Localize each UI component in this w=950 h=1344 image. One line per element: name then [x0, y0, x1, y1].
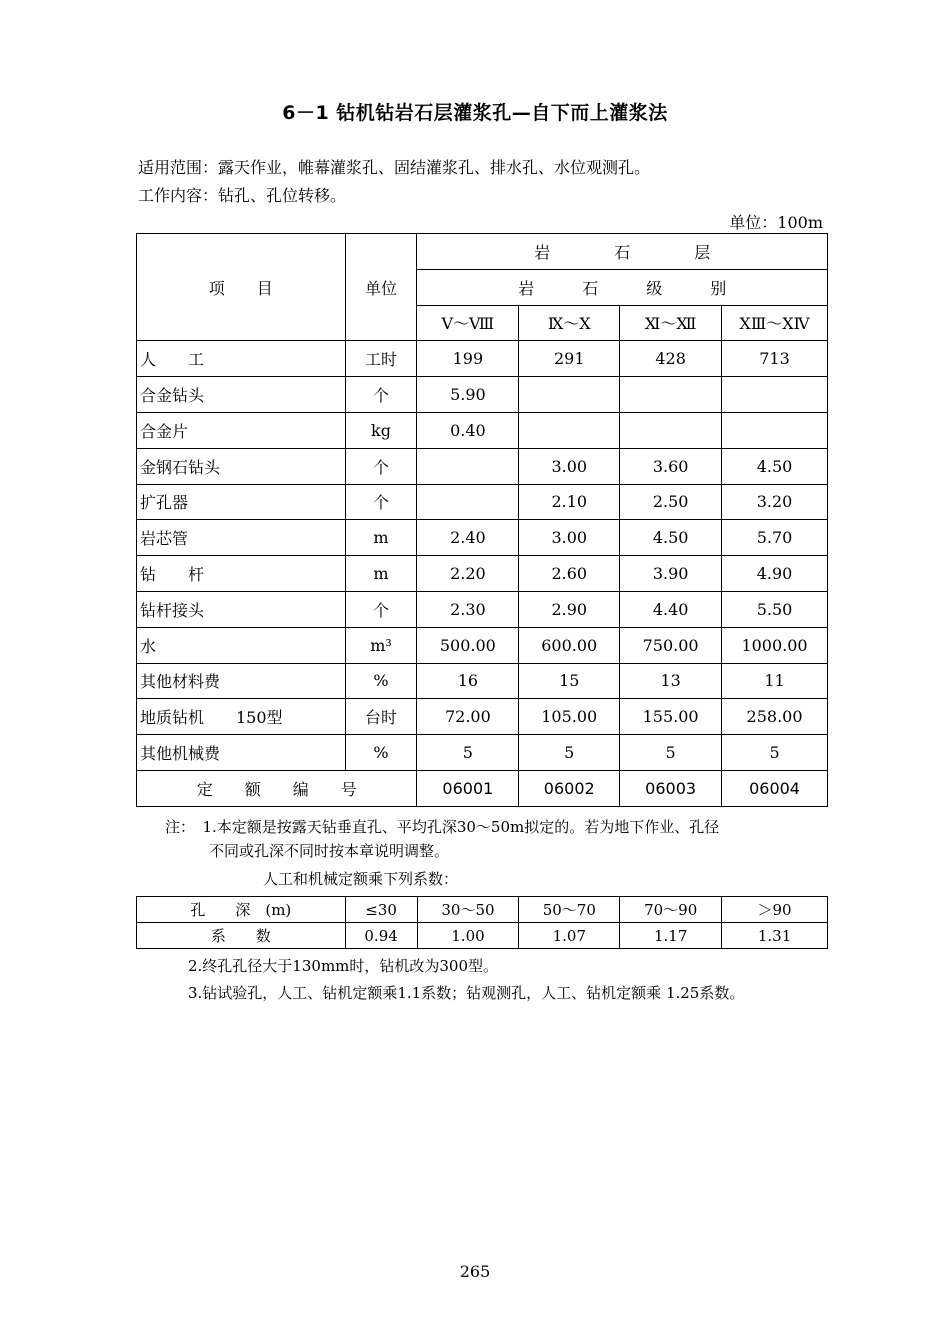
row-item-name: 其他机械费 [137, 735, 346, 771]
row-value: 2.90 [519, 591, 620, 627]
row-item-name: 地质钻机 150型 [137, 699, 346, 735]
coef-label: 系 数 [137, 923, 346, 949]
row-item-name: 钻杆接头 [137, 591, 346, 627]
row-value: 2.10 [519, 484, 620, 520]
row-value: 291 [519, 341, 620, 377]
row-value: 258.00 [722, 699, 828, 735]
row-value: 2.60 [519, 556, 620, 592]
table-row [137, 377, 828, 413]
depth-label: 孔 深 (m) [137, 897, 346, 923]
depth-cell: 30～50 [417, 897, 519, 923]
row-value [620, 377, 722, 413]
row-unit: 工时 [345, 341, 417, 377]
table-row [137, 699, 828, 735]
row-item-name: 水 [137, 627, 346, 663]
row-value: 3.60 [620, 448, 722, 484]
quota-code-label: 定 额 编 号 [137, 770, 417, 806]
row-value: 15 [519, 663, 620, 699]
row-unit: % [345, 735, 417, 771]
depth-cell: 70～90 [620, 897, 722, 923]
row-value: 428 [620, 341, 722, 377]
row-value: 5 [620, 735, 722, 771]
row-unit: 个 [345, 377, 417, 413]
row-value: 2.20 [417, 556, 519, 592]
note-1-line-2: 不同或孔深不同时按本章说明调整。 [209, 842, 450, 860]
row-value: 713 [722, 341, 828, 377]
grade-cell: ⅩⅢ～ⅩⅣ [722, 305, 828, 341]
unit-label: 单位：100m [729, 213, 823, 232]
page-title: 6－1 钻机钻岩石层灌浆孔—自下而上灌浆法 [282, 102, 668, 124]
coef-intro: 人工和机械定额乘下列系数： [263, 870, 459, 888]
row-value: 3.90 [620, 556, 722, 592]
row-unit: m³ [345, 627, 417, 663]
header-rock-layer: 岩 石 层 [417, 234, 828, 270]
table-row [137, 735, 828, 771]
row-value [620, 412, 722, 448]
quota-code-row [137, 770, 828, 806]
row-item-name: 岩芯管 [137, 520, 346, 556]
depth-cell: ＞90 [722, 897, 828, 923]
coef-row [137, 923, 828, 949]
row-item-name: 扩孔器 [137, 484, 346, 520]
depth-cell: ≤30 [345, 897, 417, 923]
coef-cell: 1.31 [722, 923, 828, 949]
coef-cell: 1.17 [620, 923, 722, 949]
row-value [722, 412, 828, 448]
row-value: 750.00 [620, 627, 722, 663]
row-value: 72.00 [417, 699, 519, 735]
row-unit: 台时 [345, 699, 417, 735]
header-unit: 单位 [345, 234, 417, 341]
row-value [519, 412, 620, 448]
header-rock-grade: 岩 石 级 别 [417, 269, 828, 305]
note-3: 3.钻试验孔，人工、钻机定额乘1.1系数；钻观测孔，人工、钻机定额乘 1.25系数。 [188, 984, 745, 1002]
header-row-1 [137, 234, 828, 270]
row-value: 4.50 [722, 448, 828, 484]
table-row [137, 627, 828, 663]
row-value: 2.50 [620, 484, 722, 520]
row-value: 4.50 [620, 520, 722, 556]
row-value: 3.00 [519, 520, 620, 556]
table-row [137, 484, 828, 520]
row-value: 155.00 [620, 699, 722, 735]
row-value: 2.40 [417, 520, 519, 556]
quota-code: 06002 [519, 770, 620, 806]
row-item-name: 合金钻头 [137, 377, 346, 413]
row-value: 500.00 [417, 627, 519, 663]
row-value: 13 [620, 663, 722, 699]
row-value [519, 377, 620, 413]
row-value: 199 [417, 341, 519, 377]
row-value: 11 [722, 663, 828, 699]
row-value: 4.90 [722, 556, 828, 592]
row-value [417, 484, 519, 520]
row-value: 105.00 [519, 699, 620, 735]
table-row [137, 520, 828, 556]
row-item-name: 其他材料费 [137, 663, 346, 699]
row-unit: 个 [345, 484, 417, 520]
row-unit: 个 [345, 591, 417, 627]
coef-cell: 1.00 [417, 923, 519, 949]
row-value: 16 [417, 663, 519, 699]
coefficient-table [136, 896, 828, 949]
coef-cell: 1.07 [519, 923, 620, 949]
row-value [417, 448, 519, 484]
quota-code: 06003 [620, 770, 722, 806]
work-content-text: 工作内容：钻孔、孔位转移。 [138, 186, 347, 205]
row-value: 3.00 [519, 448, 620, 484]
row-unit: 个 [345, 448, 417, 484]
row-value: 2.30 [417, 591, 519, 627]
row-value: 5 [519, 735, 620, 771]
row-item-name: 合金片 [137, 412, 346, 448]
note-2: 2.终孔孔径大于130mm时，钻机改为300型。 [188, 957, 499, 975]
table-row [137, 663, 828, 699]
row-unit: % [345, 663, 417, 699]
table-row [137, 448, 828, 484]
row-value: 3.20 [722, 484, 828, 520]
depth-row [137, 897, 828, 923]
coef-cell: 0.94 [345, 923, 417, 949]
quota-table [136, 233, 828, 807]
row-unit: m [345, 520, 417, 556]
row-value: 5 [417, 735, 519, 771]
grade-cell: Ⅺ～Ⅻ [620, 305, 722, 341]
grade-cell: Ⅸ～Ⅹ [519, 305, 620, 341]
header-item: 项 目 [137, 234, 346, 341]
row-unit: m [345, 556, 417, 592]
row-value: 5.70 [722, 520, 828, 556]
row-value: 5 [722, 735, 828, 771]
row-item-name: 人 工 [137, 341, 346, 377]
table-row [137, 412, 828, 448]
row-value: 0.40 [417, 412, 519, 448]
note-1-line-1: 注： 1.本定额是按露天钻垂直孔、平均孔深30～50m拟定的。若为地下作业、孔径 [165, 818, 720, 836]
row-value: 4.40 [620, 591, 722, 627]
row-value [722, 377, 828, 413]
grade-cell: Ⅴ～Ⅷ [417, 305, 519, 341]
table-row [137, 591, 828, 627]
row-value: 5.90 [417, 377, 519, 413]
row-item-name: 钻 杆 [137, 556, 346, 592]
table-row [137, 556, 828, 592]
page-number: 265 [459, 1262, 491, 1281]
row-value: 600.00 [519, 627, 620, 663]
row-item-name: 金钢石钻头 [137, 448, 346, 484]
quota-code: 06001 [417, 770, 519, 806]
scope-text: 适用范围：露天作业，帷幕灌浆孔、固结灌浆孔、排水孔、水位观测孔。 [138, 158, 651, 177]
row-value: 5.50 [722, 591, 828, 627]
quota-code: 06004 [722, 770, 828, 806]
row-value: 1000.00 [722, 627, 828, 663]
table-row [137, 341, 828, 377]
depth-cell: 50～70 [519, 897, 620, 923]
row-unit: kg [345, 412, 417, 448]
